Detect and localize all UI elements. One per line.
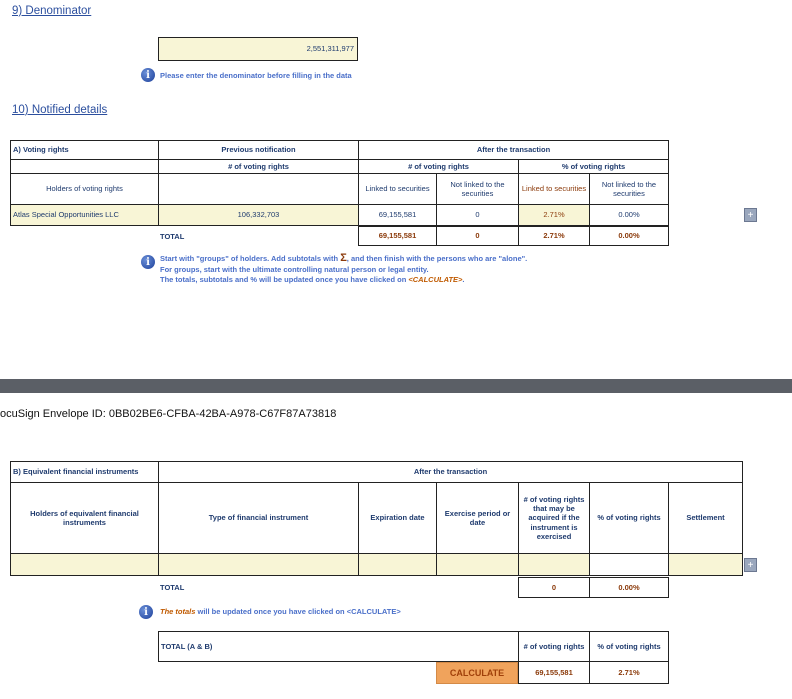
- docusign-envelope-id: ocuSign Envelope ID: 0BB02BE6-CFBA-42BA-A978-C67F87A73818: [0, 408, 337, 420]
- previous-voting-rights-cell[interactable]: 106,332,703: [158, 204, 359, 226]
- instrument-exercise-input[interactable]: [436, 553, 519, 576]
- instrument-expiration-input[interactable]: [358, 553, 437, 576]
- linked-securities-header: Linked to securities: [358, 173, 437, 205]
- add-holder-button[interactable]: +: [744, 208, 757, 222]
- holders-of-voting-rights-header: Holders of voting rights: [10, 173, 159, 205]
- acquired-voting-rights-header: # of voting rights that may be acquired if the instrument is exercised: [518, 482, 590, 554]
- note-calculate-ref: <CALCULATE>: [408, 275, 463, 285]
- total-pct-linked-cell: 2.71%: [518, 226, 590, 246]
- instrument-acquired-input[interactable]: [518, 553, 590, 576]
- instrument-settlement-input[interactable]: [668, 553, 743, 576]
- info-icon: i: [141, 68, 155, 82]
- instruments-section-label: B) Equivalent financial instruments: [10, 461, 159, 483]
- voting-rights-instructions: [160, 251, 640, 285]
- instrument-holder-input[interactable]: [10, 553, 159, 576]
- voting-rights-section-label: A) Voting rights: [10, 140, 159, 160]
- after-transaction-header: After the transaction: [358, 140, 669, 160]
- instruments-total-pct: 0.00%: [589, 577, 669, 598]
- instrument-pct-cell: [589, 553, 669, 576]
- note-end: .: [462, 275, 465, 285]
- exercise-period-header: Exercise period or date: [436, 482, 519, 554]
- calculate-button[interactable]: CALCULATE: [436, 662, 518, 684]
- add-instrument-button[interactable]: +: [744, 558, 757, 572]
- note-line2: For groups, start with the ultimate controlling natural person or legal entity.: [160, 265, 429, 275]
- previous-num-voting-rights-header: # of voting rights: [158, 159, 359, 174]
- grand-total-num-header: # of voting rights: [518, 631, 590, 662]
- settlement-header: Settlement: [668, 482, 743, 554]
- voting-total-label: TOTAL: [160, 232, 185, 242]
- grand-total-num-value: 69,155,581: [518, 661, 590, 684]
- info-icon: i: [141, 255, 155, 269]
- pct-not-linked-cell: 0.00%: [589, 204, 669, 226]
- instrument-pct-header: % of voting rights: [589, 482, 669, 554]
- instruments-note: [160, 607, 401, 617]
- instruments-total-acquired: 0: [518, 577, 590, 598]
- page-divider: [0, 379, 792, 393]
- linked-voting-rights-cell[interactable]: 69,155,581: [358, 204, 437, 226]
- info-icon: i: [139, 605, 153, 619]
- denominator-input[interactable]: 2,551,311,977: [158, 37, 358, 61]
- denominator-heading[interactable]: 9) Denominator: [12, 5, 92, 17]
- instruments-holders-header: Holders of equivalent financial instruments: [10, 482, 159, 554]
- grand-total-label: TOTAL (A & B): [158, 631, 519, 662]
- previous-blank-header: [158, 173, 359, 205]
- total-not-linked-cell: 0: [436, 226, 519, 246]
- note-line1b: , and then finish with the persons who are "alone".: [346, 254, 528, 263]
- after-num-voting-rights-header: # of voting rights: [358, 159, 519, 174]
- grand-total-pct-value: 2.71%: [589, 661, 669, 684]
- instrument-type-input[interactable]: [158, 553, 359, 576]
- holder-name-cell[interactable]: Atlas Special Opportunities LLC: [10, 204, 159, 226]
- previous-notification-header: Previous notification: [158, 140, 359, 160]
- pct-not-linked-header: Not linked to the securities: [589, 173, 669, 205]
- instruments-note-prefix: The totals: [160, 607, 196, 616]
- total-pct-not-linked-cell: 0.00%: [589, 226, 669, 246]
- expiration-date-header: Expiration date: [358, 482, 437, 554]
- not-linked-securities-header: Not linked to the securities: [436, 173, 519, 205]
- pct-linked-cell: 2.71%: [518, 204, 590, 226]
- holders-spacer-top: [10, 159, 159, 174]
- pct-linked-header: Linked to securities: [518, 173, 590, 205]
- after-pct-voting-rights-header: % of voting rights: [518, 159, 669, 174]
- sigma-icon: Σ: [340, 252, 347, 264]
- instrument-type-header: Type of financial instrument: [158, 482, 359, 554]
- not-linked-voting-rights-cell[interactable]: 0: [436, 204, 519, 226]
- denominator-info-text: Please enter the denominator before filling in the data: [160, 71, 352, 80]
- note-line1a: Start with "groups" of holders. Add subtotals with: [160, 254, 339, 263]
- note-line3: The totals, subtotals and % will be updated once you have clicked on: [160, 275, 407, 285]
- instruments-total-label: TOTAL: [160, 583, 185, 593]
- total-linked-cell: 69,155,581: [358, 226, 437, 246]
- instruments-after-transaction-header: After the transaction: [158, 461, 743, 483]
- notified-details-heading[interactable]: 10) Notified details: [12, 104, 108, 116]
- grand-total-pct-header: % of voting rights: [589, 631, 669, 662]
- instruments-note-rest: will be updated once you have clicked on <CALCULATE>: [197, 607, 401, 616]
